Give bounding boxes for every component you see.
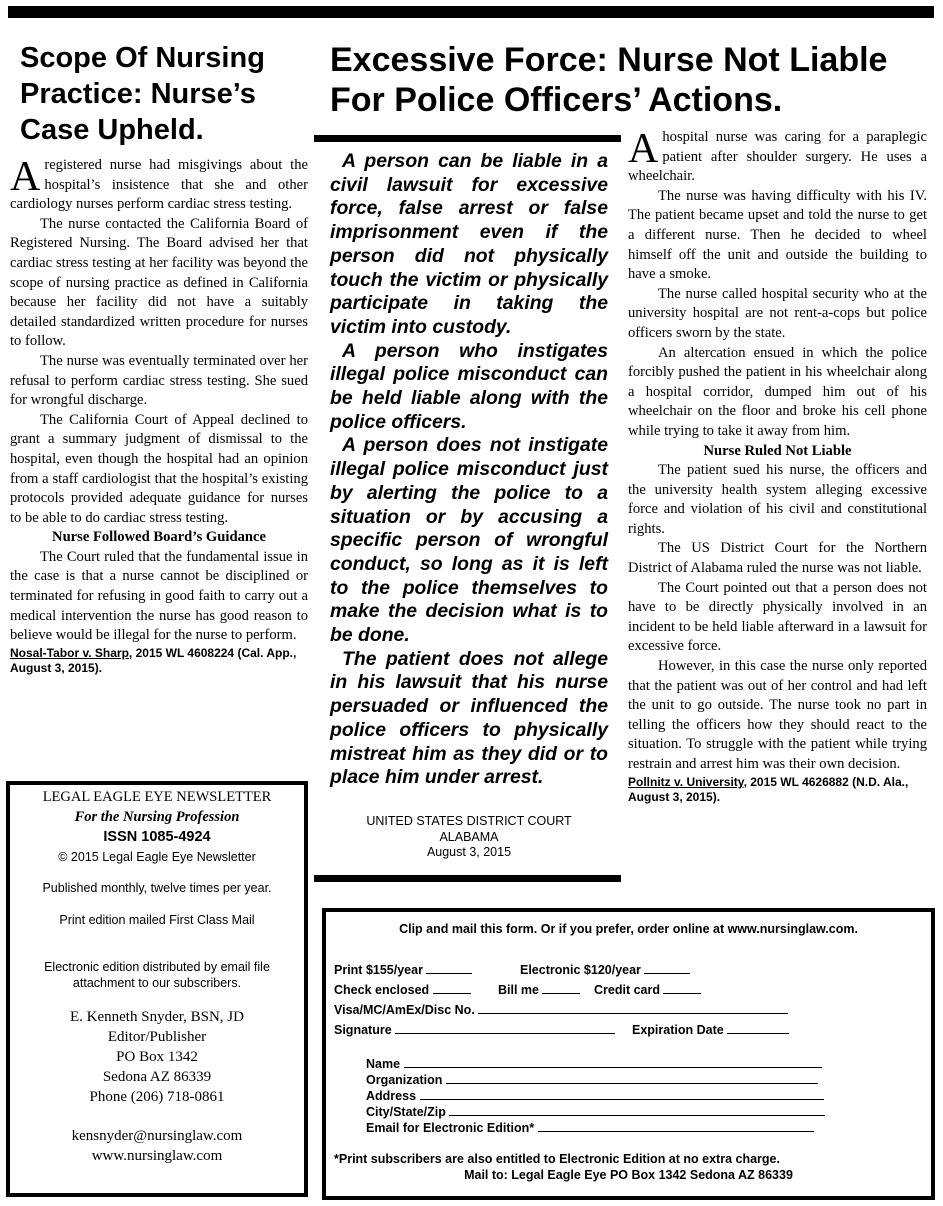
main-article-paragraph: The patient sued his nurse, the officers and the university health system alleging excessive force and violation of his civil and constitutional rights. [628,462,927,537]
newsletter-tagline: For the Nursing Profession [74,809,240,825]
pull-quote-bottom-rule [314,875,621,882]
city-row: City/State/Zip [366,1104,825,1120]
main-article-paragraph: Ahospital nurse was caring for a paraplegic patient after shoulder surgery. He uses a wheelchair. [628,126,927,185]
name-row: Name [366,1056,822,1072]
electronic-edition-note: Electronic edition distributed by email file [44,960,270,974]
organization-field[interactable] [446,1072,818,1084]
electronic-field[interactable] [644,962,690,974]
editor-name: E. Kenneth Snyder, BSN, JD [70,1009,244,1025]
pull-quote-paragraph: The patient does not allege in his lawsuit that his nurse persuaded or influenced the police officers to physically mistreat him as they did or to place him under arrest. [330,647,608,789]
phone: Phone (206) 718-0861 [89,1089,225,1105]
newsletter-info-box [6,781,308,1197]
left-article-paragraph: Aregistered nurse had misgivings about the hospital’s insistence that she and other cardiology nurses perform cardiac stress testing. [10,154,308,213]
bill-field[interactable] [542,982,580,994]
order-form [322,908,935,1200]
name-field[interactable] [404,1056,822,1068]
left-article-paragraph: The nurse was eventually terminated over her refusal to perform cardiac stress testing. She sued for wrongful discharge. [10,352,308,409]
credit-option: Credit card [594,982,701,998]
city-field[interactable] [449,1104,825,1116]
issn: ISSN 1085-4924 [103,829,211,845]
copyright: © 2015 Legal Eagle Eye Newsletter [58,850,256,864]
check-field[interactable] [433,982,471,994]
main-article-paragraph: An altercation ensued in which the police forcibly pushed the patient in his wheelchair along a hospital corridor, dumped him out of his wheelchair on the floor and broke his cell phone while trying to take it away from him. [628,344,927,439]
signature-row: Signature [334,1022,615,1038]
drop-cap: A [10,154,41,200]
left-article-paragraph: The Court ruled that the fundamental issue in the case is that a nurse cannot be disciplined or terminated for refusing in good faith to carry out a medical intervention the nurse has good reason to believe would be illegal for the nurse to perform. [10,548,308,644]
top-rule [8,6,934,18]
case-name: Nosal-Tabor v. Sharp [10,645,129,660]
bill-option: Bill me [498,982,580,998]
email-row: Email for Electronic Edition* [366,1120,814,1136]
city: Sedona AZ 86339 [102,1069,212,1085]
left-article-citation: Nosal-Tabor v. Sharp, 2015 WL 4608224 (Cal. App., August 3, 2015). [10,645,297,675]
drop-cap: A [628,126,659,172]
main-article-title: Excessive Force: Nurse Not Liable For Police Officers’ Actions. [330,41,888,119]
main-article-citation: Pollnitz v. University, 2015 WL 4626882 (N.D. Ala., August 3, 2015). [628,774,909,804]
signature-field[interactable] [395,1022,615,1034]
organization-row: Organization [366,1072,818,1088]
electronic-option: Electronic $120/year [520,962,690,978]
left-article-title: Scope Of Nursing Practice: Nurse’s Case Upheld. [20,42,265,146]
address-row: Address [366,1088,824,1104]
main-article-body [628,128,927,805]
left-article-paragraph: The California Court of Appeal declined to grant a summary judgment of dismissal to the hospital, even though the hospital had an opinion from a staff cardiologist that the hospital’s existing protocols provided adequate guidance for nurses to be able to do cardiac stress testing. [10,411,308,526]
check-option: Check enclosed [334,982,471,998]
publication-frequency: Published monthly, twelve times per year. [42,881,272,895]
pull-quote [330,150,608,790]
po-box: PO Box 1342 [116,1049,198,1065]
mail-to: Mail to: Legal Eagle Eye PO Box 1342 Sedona AZ 86339 [464,1168,793,1182]
email-field[interactable] [538,1120,814,1132]
credit-field[interactable] [663,982,701,994]
newsletter-title: LEGAL EAGLE EYE NEWSLETTER [42,789,272,805]
print-edition-note: Print edition mailed First Class Mail [59,913,255,927]
website: www.nursinglaw.com [91,1148,223,1164]
main-article-paragraph: The US District Court for the Northern District of Alabama ruled the nurse was not liable. [628,540,927,577]
main-article-paragraph: The Court pointed out that a person does not have to be directly physically involved in an incident to be held liable afterward in a lawsuit for excessive force. [628,579,927,655]
pull-quote-top-rule [314,135,621,142]
pull-quote-paragraph: A person who instigates illegal police misconduct can be held liable along with the police officers. [330,339,608,433]
editor-role: Editor/Publisher [107,1029,207,1045]
email-address: kensnyder@nursinglaw.com [71,1128,243,1144]
print-option: Print $155/year [334,962,472,978]
left-article-body [10,156,308,676]
card-number-row: Visa/MC/AmEx/Disc No. [334,1002,788,1018]
print-field[interactable] [426,962,472,974]
pull-quote-paragraph: A person does not instigate illegal police misconduct just by alerting the police to a situation or by accusing a specific person of wrongful conduct, so long as it is left to the police themselves to make the decision what is to be done. [330,434,608,647]
main-article-paragraph: However, in this case the nurse only reported that the patient was out of her control and had left the unit to go outside. The nurse took no part in telling the officers how they should react to the situation. To struggle with the patient while trying restrain and arrest him was their own decision. [628,658,927,772]
expiration-row: Expiration Date [632,1022,789,1038]
card-number-field[interactable] [478,1002,788,1014]
main-article-paragraph: The nurse called hospital security who at the university hospital are not rent-a-cops but police officers sworn by the state. [628,285,927,341]
case-name: Pollnitz v. University [628,774,744,789]
electronic-edition-note: attachment to our subscribers. [72,976,242,990]
expiration-field[interactable] [727,1022,789,1034]
main-article-subhead: Nurse Ruled Not Liable [703,442,852,459]
order-form-header: Clip and mail this form. Or if you prefer, order online at www.nursinglaw.com. [399,922,858,936]
address-field[interactable] [420,1088,824,1100]
left-article-subhead: Nurse Followed Board’s Guidance [52,529,266,546]
court-credit: UNITED STATES DISTRICT COURT ALABAMA August 3, 2015 [366,814,572,859]
main-article-paragraph: The nurse was having difficulty with his IV. The patient became upset and told the nurse to get a different nurse. Then he decided to wheel himself off the unit and outside the building to have a smoke. [628,187,927,283]
left-article-paragraph: The nurse contacted the California Board of Registered Nursing. The Board advised her that cardiac stress testing at her facility was beyond the scope of nursing practice as defined in California because her facility did not have a suitably detailed standardized written procedure for nurses to follow. [10,215,308,350]
pull-quote-paragraph: A person can be liable in a civil lawsuit for excessive force, false arrest or false imprisonment even if the person did not physically touch the victim or physically participate in taking the victim into custody. [330,150,608,338]
order-footnote: *Print subscribers are also entitled to Electronic Edition at no extra charge. [334,1152,780,1166]
